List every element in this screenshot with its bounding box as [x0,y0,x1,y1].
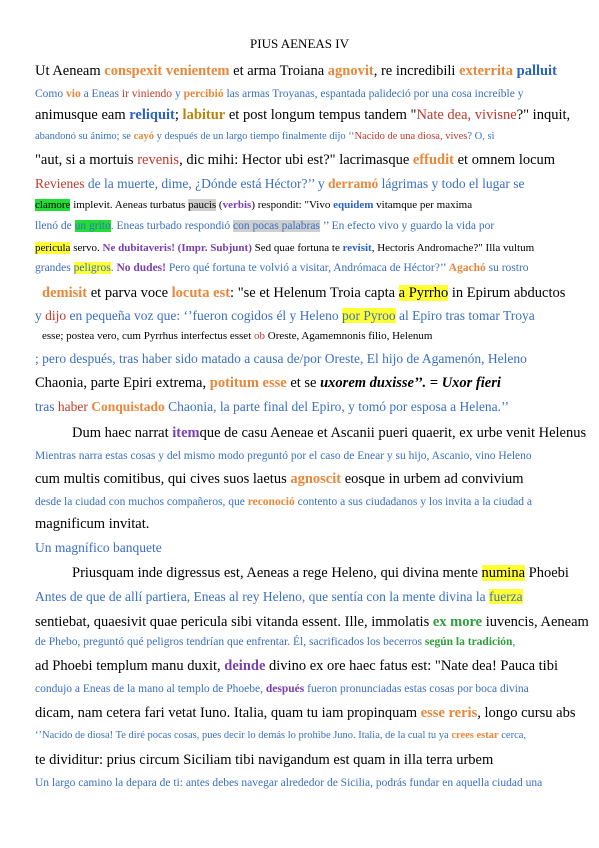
text-segment: potitum esse [209,375,287,391]
text-segment: de Phebo, preguntó qué peligros tendrían que enfrentar. Él, sacrificados los becerros [35,636,425,648]
text-segment: a Eneas [80,88,122,100]
text-segment: : "se et Helenum Troia capta [230,285,399,301]
spanish-line-8 [35,400,509,414]
text-segment: Mientras narra estas cosas y del mismo modo preguntó por el caso de Enear y su hijo, Ascanio, vino Heleno [35,450,532,462]
text-segment: deinde [224,658,266,674]
spanish-line-15 [35,731,526,742]
spanish-line-7 [35,352,527,366]
spanish-line-12 [35,590,523,604]
text-segment: paucis [188,199,217,211]
text-segment: Antes de que de allí partiera, Eneas al rey Heleno, que sentía con la mente divina la [35,589,489,604]
latin-line-3 [35,153,555,168]
text-segment: ob [254,330,265,342]
text-segment: Como [35,88,66,100]
text-segment: eosque in urbem ad convivium [341,471,524,487]
text-segment: ’’ En efecto vivo y guardo la vida por [319,220,495,232]
text-segment: servo. [70,242,103,254]
text-segment: pericula [35,242,71,254]
text-segment: , re incredibili [373,63,460,79]
text-segment: Revienes [35,176,85,191]
text-segment: ir viniendo [121,88,173,100]
text-segment: Chaonia, la parte final del Epiro, y tomó por esposa a Helena.’’ [164,399,510,414]
text-segment: haber [57,399,88,414]
text-segment: y [172,88,184,100]
text-segment: revisit [342,242,372,254]
latin-line-10 [35,472,524,487]
spanish-line-2 [35,132,495,143]
latin-line-9 [72,426,586,441]
text-segment: magnificum invitat. [35,516,150,532]
latin-line-4 [35,200,472,211]
text-segment: ; [174,107,183,123]
text-segment: vio [66,88,81,100]
text-segment: demisit [42,285,88,301]
text-segment: exterrita [459,63,513,79]
latin-line-11 [35,517,149,532]
text-segment: dicam, nam cetera fari vetat Iuno. Italia, quam tu iam propinquam [35,705,421,721]
spanish-line-1 [35,89,523,101]
text-segment: llenó de [35,220,75,232]
text-segment: , Hectoris Andromache?" Illa vultum [371,242,535,254]
text-segment: Agachó [448,262,486,274]
latin-line-8 [35,376,501,391]
latin-line-12 [72,566,569,581]
text-segment: te dividitur: prius circum Siciliam tibi navigandum est quam in illa terra urbem [35,752,494,768]
text-segment: ) respondit: "Vivo [251,199,334,211]
text-segment: . Eneas turbado respondió [110,220,234,232]
text-segment: esse; postea vero, cum Pyrrhus interfectus esset [42,330,254,342]
text-segment: Ut Aeneam [35,63,105,79]
spanish-line-10 [35,497,532,509]
text-segment: verbis [222,199,252,211]
spanish-line-6 [35,309,535,323]
text-segment: derramó [328,176,379,191]
page-title: PIUS AENEAS IV [250,36,349,51]
text-segment: lágrimas y todo el lugar se [378,176,525,191]
text-segment: que de casu Aeneae et Ascanii pueri quaerit, ex urbe venit Helenus [199,425,587,441]
text-segment: las armas Troyanas, espantada palideció por una cosa increíble y [223,88,524,100]
text-segment: effudit [412,152,454,168]
latin-line-15 [35,706,575,721]
text-segment: , dic mihi: Hector ubi est?" lacrimasque [179,152,413,168]
text-segment: "aut, si a mortuis [35,152,138,168]
text-segment: palluit [516,63,557,79]
text-segment: Ne dubitaveris! (Impr. Subjunt) [102,242,252,254]
text-segment: percibió [183,88,224,100]
text-segment: , longo cursu abs [477,705,576,721]
text-segment: Pero qué fortuna te volvió a visitar, Andrómaca de Héctor?’’ [165,262,449,274]
text-segment: cum multis comitibus, qui cives suos laetus [35,471,291,487]
text-segment: reliquit [129,107,175,123]
text-segment: según la tradición [424,636,513,648]
text-segment: Nate dea, vivisne [416,107,517,123]
text-segment: y después de un largo tiempo finalmente dijo ‘‘ [154,131,355,142]
text-segment: et se [286,375,321,391]
latin-line-5 [35,243,534,254]
spanish-line-16 [35,778,542,790]
text-segment: et arma Troiana [229,63,328,79]
text-segment: item [172,425,200,441]
text-segment: después [265,683,305,695]
text-segment: . [110,262,117,274]
spanish-heading [35,541,162,555]
text-segment: dijo [45,308,67,323]
text-segment: cayó [133,131,154,142]
text-segment: No dudes! [116,262,166,274]
text-segment: desde la ciudad con muchos compañeros, que [35,496,248,508]
text-segment: y [35,308,46,323]
text-segment: ad Phoebi templum manu duxit, [35,658,225,674]
text-segment: Un largo camino la depara de ti: antes debes navegar alrededor de Sicilia, podrás fundar en aquella ciudad una [35,777,543,789]
text-segment: Conquistado [91,399,165,414]
text-segment: cerca, [498,730,527,741]
text-segment: su rostro [485,262,529,274]
text-segment: crees estar [451,730,499,741]
text-segment: Nacido de una diosa, vives [354,131,468,142]
text-segment: Chaonia, parte Epiri extrema, [35,375,210,391]
text-segment: ; pero después, tras haber sido matado a causa de/por Oreste, El hijo de Agamenón, Heleno [35,351,527,366]
text-segment: locuta est [171,285,231,301]
text-segment: fueron pronunciadas estas cosas por boca divina [304,683,529,695]
text-segment: contento a sus ciudadanos y los invita a la ciudad a [294,496,533,508]
text-segment: et omnem locum [453,152,556,168]
text-segment: labitur [182,107,226,123]
text-segment: uxorem duxisse’’. = Uxor fieri [320,375,501,391]
text-segment: ‘’Nacido de diosa! Te diré pocas cosas, pues decir lo demás lo prohibe Juno. Italia, de la cual tu ya [35,730,452,741]
spanish-line-9 [35,451,532,463]
text-segment: peligros [73,262,111,274]
text-segment: esse reris [420,705,478,721]
text-segment: vitamque per maxima [373,199,473,211]
text-segment: ?" inquit, [516,107,571,123]
text-segment: Dum haec narrat [72,425,173,441]
text-segment: agnovit [327,63,374,79]
text-segment: Un magnífico banquete [35,540,162,555]
text-segment: revenis [137,152,180,168]
latin-line-1 [35,64,557,79]
text-segment: sentiebat, quaesivit quae pericula sibi vitanda essent. Ille, immolatis [35,614,433,630]
text-segment: tras [35,399,58,414]
text-segment: abandonó su ánimo; se [35,131,134,142]
text-segment: agnoscit [290,471,342,487]
text-segment: equidem [333,199,374,211]
text-segment: reconoció [247,496,295,508]
latin-line-7 [42,331,432,342]
text-segment: conspexit venientem [104,63,230,79]
latin-line-2 [35,108,570,123]
text-segment: divino ex ore haec fatus est: "Nate dea! Pauca tibi [265,658,558,674]
text-segment: implevit. Aeneas turbatus [70,199,189,211]
text-segment: por Pyroo [342,308,396,323]
text-segment: animusque eam [35,107,130,123]
text-segment: un grito [74,220,111,232]
text-segment: , [512,636,516,648]
text-segment: numina [481,565,526,581]
text-segment: in Epirum abductos [448,285,566,301]
text-segment: grandes [35,262,74,274]
text-segment: ? O, si [467,131,495,142]
spanish-line-5 [35,263,529,275]
text-segment: a Pyrrho [398,285,449,301]
text-segment: ( [216,199,223,211]
latin-line-6 [42,286,565,301]
text-segment: de la muerte, dime, ¿Dónde está Héctor?’’ y [84,176,329,191]
text-segment: con pocas palabras [233,220,320,232]
text-segment: iuvencis, Aeneam [482,614,589,630]
text-segment: Sed quae fortuna te [251,242,343,254]
text-segment: al Epiro tras tomar Troya [395,308,535,323]
text-segment: Priusquam inde digressus est, Aeneas a rege Heleno, qui divina mente [72,565,482,581]
text-segment: condujo a Eneas de la mano al templo de Phoebe, [35,683,266,695]
text-segment: Oreste, Agamemnonis filio, Helenum [265,330,433,342]
spanish-line-4 [35,221,494,233]
text-segment: ex more [432,614,483,630]
spanish-line-3 [35,177,524,191]
text-segment: fuerza [488,589,523,604]
latin-line-14 [35,659,558,674]
text-segment: et post longum tempus tandem " [225,107,417,123]
text-segment: en pequeña voz que: ‘’fueron cogidos él y Heleno [66,308,343,323]
text-segment: Phoebi [525,565,569,581]
latin-line-16 [35,753,493,768]
text-segment: et parva voce [87,285,172,301]
latin-line-13 [35,615,589,630]
spanish-line-13 [35,637,515,649]
spanish-line-14 [35,684,529,696]
text-segment: clamore [35,199,71,211]
